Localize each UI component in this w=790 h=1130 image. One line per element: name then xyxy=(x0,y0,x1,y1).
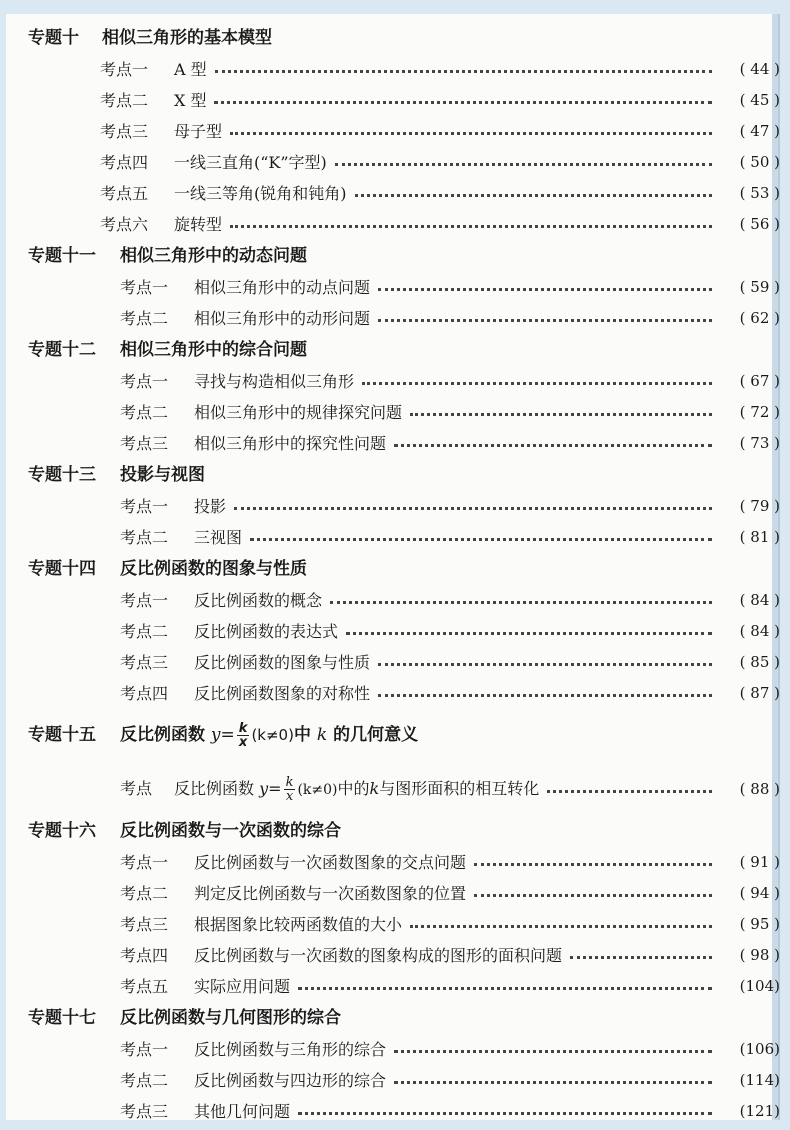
toc-entry[interactable] xyxy=(100,54,780,85)
entry-name: 反比例函数的表达式 xyxy=(194,622,339,641)
page-number: ( 53 ) xyxy=(739,184,780,202)
page-number: ( 84 ) xyxy=(739,622,780,640)
entry-name: 旋转型 xyxy=(174,215,223,234)
entry-name: 反比例函数图象的对称性 xyxy=(194,684,371,703)
page-number: ( 95 ) xyxy=(739,915,780,933)
entry-label: 考点六 xyxy=(100,215,149,234)
topic-number: 专题十三 xyxy=(28,465,96,485)
formula-fraction xyxy=(237,722,250,749)
dot-leader xyxy=(335,163,712,166)
dot-leader xyxy=(250,538,712,541)
dot-leader xyxy=(362,382,712,385)
topic-title-suffix: 的几何意义 xyxy=(333,725,419,745)
toc-entry[interactable] xyxy=(120,971,780,1002)
entry-name xyxy=(174,763,545,816)
topic-title: 反比例函数的图象与性质 xyxy=(120,559,307,579)
page-number: ( 47 ) xyxy=(739,122,780,140)
entry-label: 考点五 xyxy=(120,977,169,996)
toc-entry[interactable] xyxy=(120,878,780,909)
toc-entry[interactable] xyxy=(120,847,780,878)
topic-title: 反比例函数与一次函数的综合 xyxy=(120,821,341,841)
toc-entry[interactable] xyxy=(120,1065,780,1096)
entry-name: 相似三角形中的动形问题 xyxy=(194,309,371,328)
toc-entry[interactable] xyxy=(120,1096,780,1127)
entry-name-prefix: 反比例函数 xyxy=(174,778,255,798)
topic-heading xyxy=(28,334,780,366)
entry-label: 考点四 xyxy=(100,153,149,172)
page-number: ( 88 ) xyxy=(739,780,780,798)
entry-label: 考点一 xyxy=(120,278,169,297)
toc-entry[interactable] xyxy=(120,909,780,940)
dot-leader xyxy=(394,444,712,447)
dot-leader xyxy=(474,894,712,897)
topic-number: 专题十一 xyxy=(28,246,96,266)
dot-leader xyxy=(214,101,712,104)
toc-entry[interactable] xyxy=(120,678,780,709)
entry-label: 考点二 xyxy=(100,91,149,110)
entry-name: 一线三等角(锐角和钝角) xyxy=(174,184,347,203)
toc-entry[interactable] xyxy=(100,85,780,116)
entry-label: 考点 xyxy=(120,779,153,798)
toc-entry[interactable] xyxy=(120,616,780,647)
topic-number: 专题十五 xyxy=(28,725,96,745)
entry-label: 考点二 xyxy=(120,884,169,903)
page-number: ( 91 ) xyxy=(739,853,780,871)
entry-name: X 型 xyxy=(174,91,207,110)
topic-title: 相似三角形中的综合问题 xyxy=(120,340,307,360)
formula-equals: = xyxy=(268,778,282,798)
page-number: ( 50 ) xyxy=(739,153,780,171)
toc-entry[interactable] xyxy=(120,1034,780,1065)
page-number: ( 45 ) xyxy=(739,91,780,109)
topic-title-prefix: 反比例函数 xyxy=(120,725,205,745)
page-number: ( 98 ) xyxy=(739,946,780,964)
dot-leader xyxy=(215,70,712,73)
toc-entry[interactable] xyxy=(120,522,780,553)
dot-leader xyxy=(394,1050,712,1053)
dot-leader xyxy=(378,319,712,322)
dot-leader xyxy=(547,790,712,793)
topic-number: 专题十六 xyxy=(28,821,96,841)
toc-entry[interactable] xyxy=(120,491,780,522)
page-number: ( 85 ) xyxy=(739,653,780,671)
topic-title: 反比例函数与几何图形的综合 xyxy=(120,1008,341,1028)
toc-entry[interactable] xyxy=(100,147,780,178)
entry-name: 反比例函数与一次函数图象的交点问题 xyxy=(194,853,467,872)
topic-number: 专题十 xyxy=(28,28,79,48)
table-of-contents xyxy=(28,22,780,1127)
dot-leader xyxy=(355,194,713,197)
toc-entry[interactable] xyxy=(120,647,780,678)
entry-name: 相似三角形中的探究性问题 xyxy=(194,434,387,453)
entry-label: 考点四 xyxy=(120,946,169,965)
entry-name: 反比例函数的概念 xyxy=(194,591,323,610)
page-number: ( 94 ) xyxy=(739,884,780,902)
entry-label: 考点二 xyxy=(120,622,169,641)
toc-entry[interactable] xyxy=(120,428,780,459)
dot-leader xyxy=(394,1081,712,1084)
dot-leader xyxy=(378,663,712,666)
entry-label: 考点一 xyxy=(120,853,169,872)
dot-leader xyxy=(298,987,712,990)
page-number: ( 73 ) xyxy=(739,434,780,452)
topic-title: 投影与视图 xyxy=(120,465,205,485)
entry-name: 根据图象比较两函数值的大小 xyxy=(194,915,403,934)
entry-label: 考点一 xyxy=(120,1040,169,1059)
topic-heading xyxy=(28,22,780,54)
toc-entry[interactable] xyxy=(120,940,780,971)
entry-label: 考点五 xyxy=(100,184,149,203)
dot-leader xyxy=(410,413,712,416)
entry-name: 反比例函数与四边形的综合 xyxy=(194,1071,387,1090)
page-number: ( 81 ) xyxy=(739,528,780,546)
page-number: ( 67 ) xyxy=(739,372,780,390)
entry-name: A 型 xyxy=(174,60,207,79)
entry-name: 投影 xyxy=(194,497,227,516)
fraction-denominator: x xyxy=(285,788,294,804)
toc-entry[interactable] xyxy=(120,303,780,334)
entry-name: 相似三角形中的动点问题 xyxy=(194,278,371,297)
page-number: ( 72 ) xyxy=(739,403,780,421)
dot-leader xyxy=(230,225,712,228)
entry-name-suffix: 与图形面积的相互转化 xyxy=(379,778,540,798)
topic-title: 相似三角形中的动态问题 xyxy=(120,246,307,266)
toc-entry[interactable] xyxy=(120,763,780,815)
topic-heading xyxy=(28,553,780,585)
entry-label: 考点二 xyxy=(120,309,169,328)
entry-name: 相似三角形中的规律探究问题 xyxy=(194,403,403,422)
topic-heading xyxy=(28,459,780,491)
topic-heading xyxy=(28,1002,780,1034)
entry-name: 寻找与构造相似三角形 xyxy=(194,372,355,391)
topic-number: 专题十七 xyxy=(28,1008,96,1028)
entry-label: 考点三 xyxy=(120,1102,169,1121)
page-number: ( 56 ) xyxy=(739,215,780,233)
entry-label: 考点四 xyxy=(120,684,169,703)
topic-heading xyxy=(28,815,780,847)
entry-label: 考点一 xyxy=(120,497,169,516)
entry-name: 实际应用问题 xyxy=(194,977,291,996)
entry-label: 考点二 xyxy=(120,403,169,422)
toc-entry[interactable] xyxy=(120,272,780,303)
entry-name: 反比例函数与一次函数的图象构成的图形的面积问题 xyxy=(194,946,563,965)
page-number: (106) xyxy=(739,1040,780,1058)
entry-label: 考点一 xyxy=(100,60,149,79)
dot-leader xyxy=(330,601,712,604)
toc-entry[interactable] xyxy=(120,397,780,428)
dot-leader xyxy=(346,632,712,635)
dot-leader xyxy=(234,507,712,510)
entry-label: 考点三 xyxy=(120,915,169,934)
entry-name: 其他几何问题 xyxy=(194,1102,291,1121)
page-number: (121) xyxy=(739,1102,780,1120)
toc-entry[interactable] xyxy=(100,116,780,147)
toc-entry[interactable] xyxy=(120,585,780,616)
formula-condition: (k≠0) xyxy=(297,781,338,798)
page-number: ( 87 ) xyxy=(739,684,780,702)
toc-entry[interactable] xyxy=(120,366,780,397)
dot-leader xyxy=(378,694,712,697)
page-number: ( 62 ) xyxy=(739,309,780,327)
entry-name: 母子型 xyxy=(174,122,223,141)
toc-entry[interactable] xyxy=(100,209,780,240)
toc-entry[interactable] xyxy=(100,178,780,209)
entry-label: 考点二 xyxy=(120,1071,169,1090)
formula-y: y xyxy=(210,725,221,745)
entry-name: 反比例函数与三角形的综合 xyxy=(194,1040,387,1059)
formula-condition: (k≠0) xyxy=(251,726,294,744)
topic-title: 相似三角形的基本模型 xyxy=(102,28,272,48)
formula-y: y xyxy=(259,778,269,798)
topic-number: 专题十四 xyxy=(28,559,96,579)
page-number: ( 84 ) xyxy=(739,591,780,609)
dot-leader xyxy=(230,132,712,135)
entry-name: 一线三直角(“K”字型) xyxy=(174,153,327,172)
dot-leader xyxy=(474,863,712,866)
entry-label: 考点三 xyxy=(120,653,169,672)
formula-k: k xyxy=(369,778,380,798)
dot-leader xyxy=(570,956,712,959)
entry-label: 考点一 xyxy=(120,372,169,391)
fraction-numerator: k xyxy=(238,720,248,736)
dot-leader xyxy=(410,925,712,928)
page-number: ( 44 ) xyxy=(739,60,780,78)
topic-number: 专题十二 xyxy=(28,340,96,360)
book-page xyxy=(6,14,778,1120)
page-number: ( 79 ) xyxy=(739,497,780,515)
page-number: ( 59 ) xyxy=(739,278,780,296)
topic-title-mid: 中 xyxy=(293,725,311,745)
entry-label: 考点一 xyxy=(120,591,169,610)
formula-k: k xyxy=(316,725,328,745)
fraction-denominator: x xyxy=(238,734,248,750)
entry-label: 考点三 xyxy=(120,434,169,453)
fraction-numerator: k xyxy=(285,774,294,790)
entry-label: 考点三 xyxy=(100,122,149,141)
dot-leader xyxy=(378,288,712,291)
entry-name: 反比例函数的图象与性质 xyxy=(194,653,371,672)
entry-label: 考点二 xyxy=(120,528,169,547)
topic-heading xyxy=(28,713,780,757)
page-number: (114) xyxy=(739,1071,780,1089)
page-number: (104) xyxy=(739,977,780,995)
topic-heading xyxy=(28,240,780,272)
formula-equals: = xyxy=(220,725,235,745)
entry-name-mid: 中的 xyxy=(337,778,370,798)
formula-fraction xyxy=(284,776,296,803)
entry-name: 判定反比例函数与一次函数图象的位置 xyxy=(194,884,467,903)
dot-leader xyxy=(298,1112,712,1115)
entry-name: 三视图 xyxy=(194,528,243,547)
